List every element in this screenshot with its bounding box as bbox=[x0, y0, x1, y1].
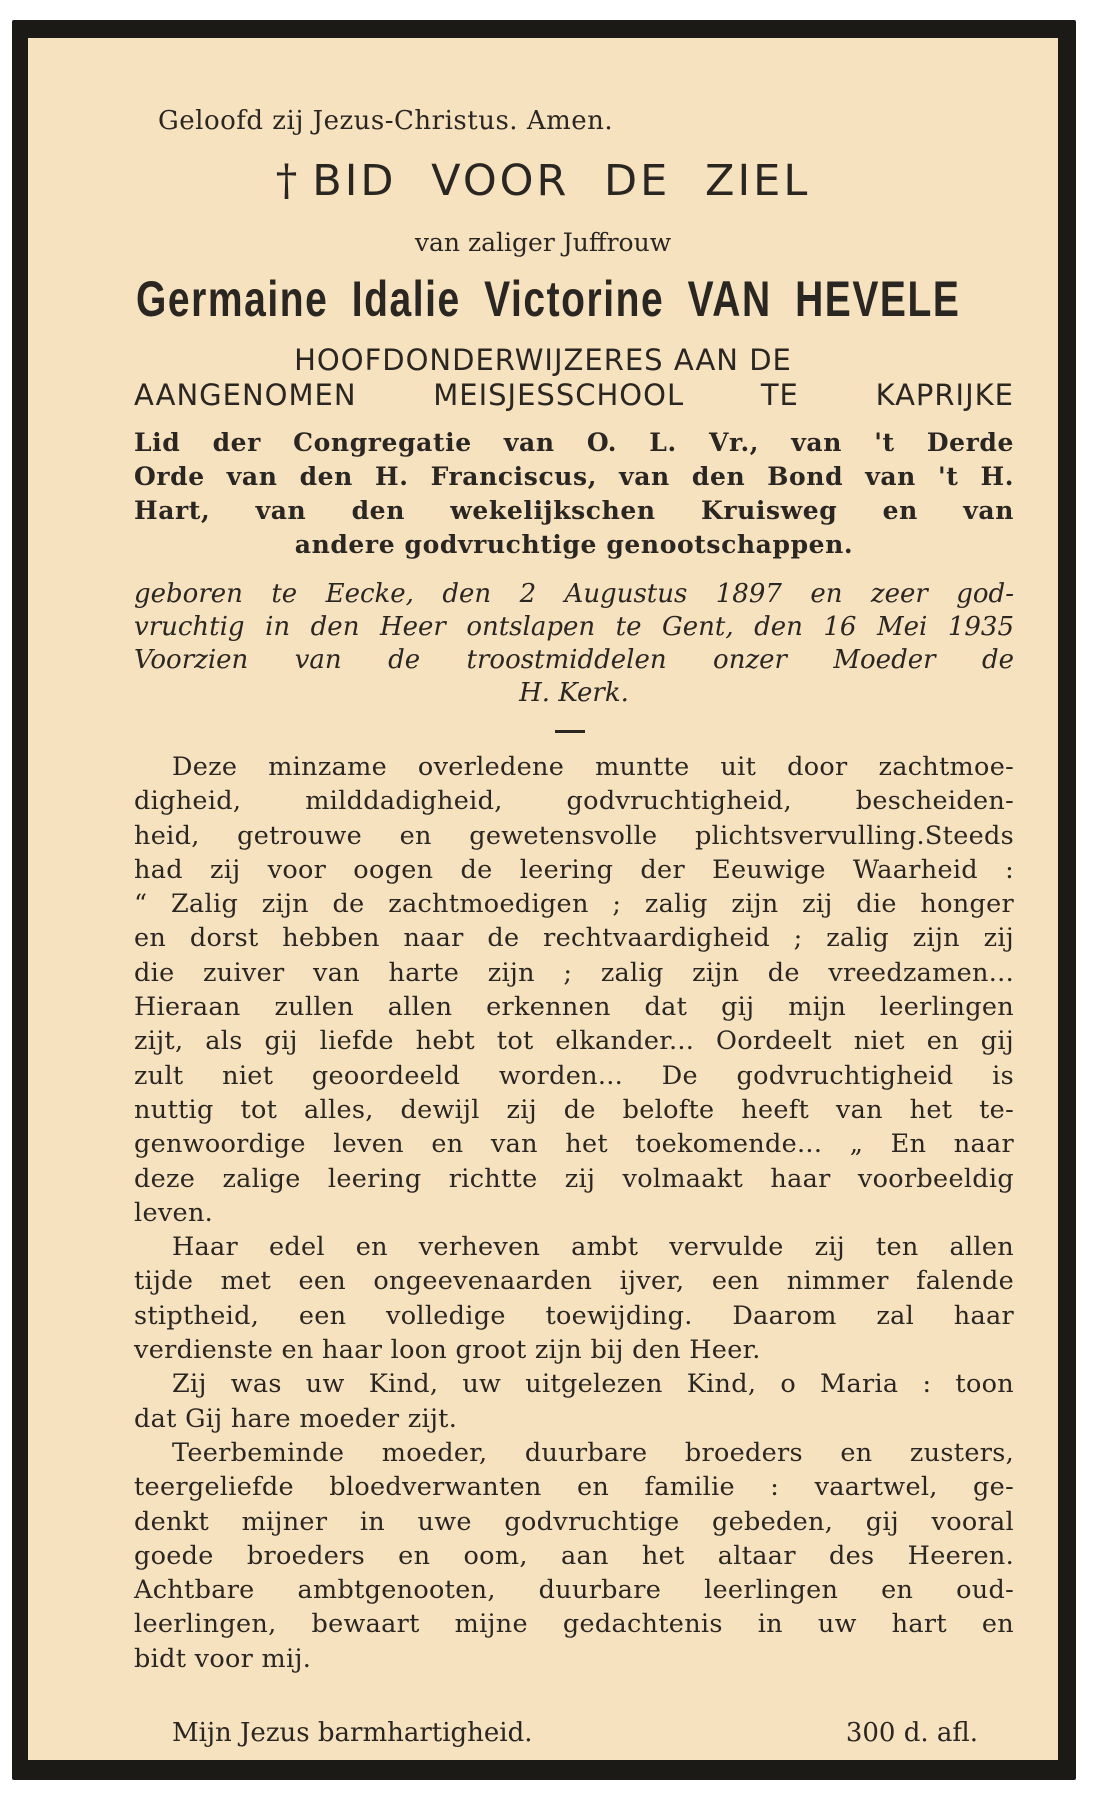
eulogy-line: dat Gij hare moeder zijt. bbox=[134, 1403, 458, 1434]
eulogy-line: Teerbeminde moeder, duurbare broeders en zusters, bbox=[172, 1437, 1014, 1468]
eulogy-line: bidt voor mij. bbox=[134, 1643, 312, 1674]
eulogy-line: nuttig tot alles, dewijl zij de belofte heeft van het te- bbox=[134, 1094, 1014, 1125]
eulogy-line: zult niet geoordeeld worden... De godvruchtigheid is bbox=[134, 1060, 1014, 1091]
eulogy-line: heid, getrouwe en gewetensvolle plichtsvervulling.Steeds bbox=[134, 820, 1014, 851]
eulogy-line: Hieraan zullen allen erkennen dat gij mijn leerlingen bbox=[134, 992, 1014, 1023]
congregation-line: andere godvruchtige genootschappen. bbox=[294, 530, 854, 559]
birth-death-paragraph bbox=[134, 578, 1014, 710]
congregation-paragraph bbox=[134, 426, 1014, 562]
closing-prayer: Mijn Jezus barmhartigheid. bbox=[172, 1718, 533, 1748]
section-divider bbox=[555, 730, 585, 733]
birth-line: geboren te Eecke, den 2 Augustus 1897 en zeer god- bbox=[134, 579, 1014, 609]
eulogy-text bbox=[134, 750, 1014, 1676]
eulogy-line: Deze minzame overledene muntte uit door zachtmoe- bbox=[172, 752, 1014, 782]
occupation-line-1: HOOFDONDERWIJZERES AAN DE bbox=[294, 343, 792, 377]
deceased-name: Germaine Idalie Victorine VAN HEVELE bbox=[136, 271, 961, 327]
bid-heading: BID VOOR DE ZIEL bbox=[312, 156, 811, 206]
van-zaliger-line: van zaliger Juffrouw bbox=[414, 228, 672, 257]
birth-line: Voorzien van de troostmiddelen onzer Moeder de bbox=[134, 645, 1014, 675]
occupation-line-2: AANGENOMEN MEISJESSCHOOL TE KAPRIJKE bbox=[134, 378, 1014, 412]
eulogy-line: had zij voor oogen de leering der Eeuwige Waarheid : bbox=[134, 854, 1014, 885]
indulgence-note: 300 d. afl. bbox=[845, 1718, 978, 1748]
opening-line: Geloofd zij Jezus-Christus. Amen. bbox=[158, 106, 614, 136]
eulogy-line: Haar edel en verheven ambt vervulde zij ten allen bbox=[172, 1232, 1014, 1263]
eulogy-line: teergeliefde bloedverwanten en familie : vaartwel, ge- bbox=[134, 1472, 1014, 1503]
eulogy-line: stiptheid, een volledige toewijding. Daarom zal haar bbox=[134, 1300, 1014, 1331]
bid-heading-row bbox=[28, 156, 1058, 206]
eulogy-line: leerlingen, bewaart mijne gedachtenis in uw hart en bbox=[134, 1609, 1014, 1640]
eulogy-line: genwoordige leven en van het toekomende... „ En naar bbox=[134, 1129, 1014, 1160]
congregation-line: Orde van den H. Franciscus, van den Bond van 't H. bbox=[134, 462, 1014, 491]
eulogy-line: verdienste en haar loon groot zijn bij den Heer. bbox=[134, 1335, 761, 1366]
congregation-line: Hart, van den wekelijkschen Kruisweg en van bbox=[134, 496, 1014, 525]
eulogy-line: digheid, milddadigheid, godvruchtigheid, bescheiden- bbox=[134, 786, 1014, 817]
eulogy-line: denkt mijner in uwe godvruchtige gebeden, gij vooral bbox=[134, 1506, 1014, 1537]
memorial-card bbox=[28, 38, 1058, 1760]
eulogy-line: zijt, als gij liefde hebt tot elkander... Oordeelt niet en gij bbox=[134, 1026, 1014, 1057]
memorial-card-border bbox=[12, 20, 1076, 1780]
eulogy-line: en dorst hebben naar de rechtvaardigheid ; zalig zijn zij bbox=[134, 923, 1014, 954]
eulogy-line: “ Zalig zijn de zachtmoedigen ; zalig zijn zij die honger bbox=[134, 889, 1014, 920]
eulogy-line: goede broeders en oom, aan het altaar des Heeren. bbox=[134, 1540, 1014, 1571]
birth-line: H. Kerk. bbox=[519, 678, 629, 708]
eulogy-line: leven. bbox=[134, 1197, 214, 1228]
eulogy-line: die zuiver van harte zijn ; zalig zijn de vreedzamen... bbox=[134, 957, 1014, 988]
birth-line: vruchtig in den Heer ontslapen te Gent, den 16 Mei 1935 bbox=[134, 612, 1014, 642]
eulogy-line: tijde met een ongeevenaarden ijver, een nimmer falende bbox=[134, 1266, 1014, 1297]
congregation-line: Lid der Congregatie van O. L. Vr., van 't Derde bbox=[134, 428, 1014, 457]
eulogy-line: Zij was uw Kind, uw uitgelezen Kind, o Maria : toon bbox=[172, 1369, 1014, 1400]
cross-icon: † bbox=[275, 156, 301, 206]
eulogy-line: Achtbare ambtgenooten, duurbare leerlingen en oud- bbox=[134, 1575, 1014, 1606]
eulogy-line: deze zalige leering richtte zij volmaakt haar voorbeeldig bbox=[134, 1163, 1014, 1194]
